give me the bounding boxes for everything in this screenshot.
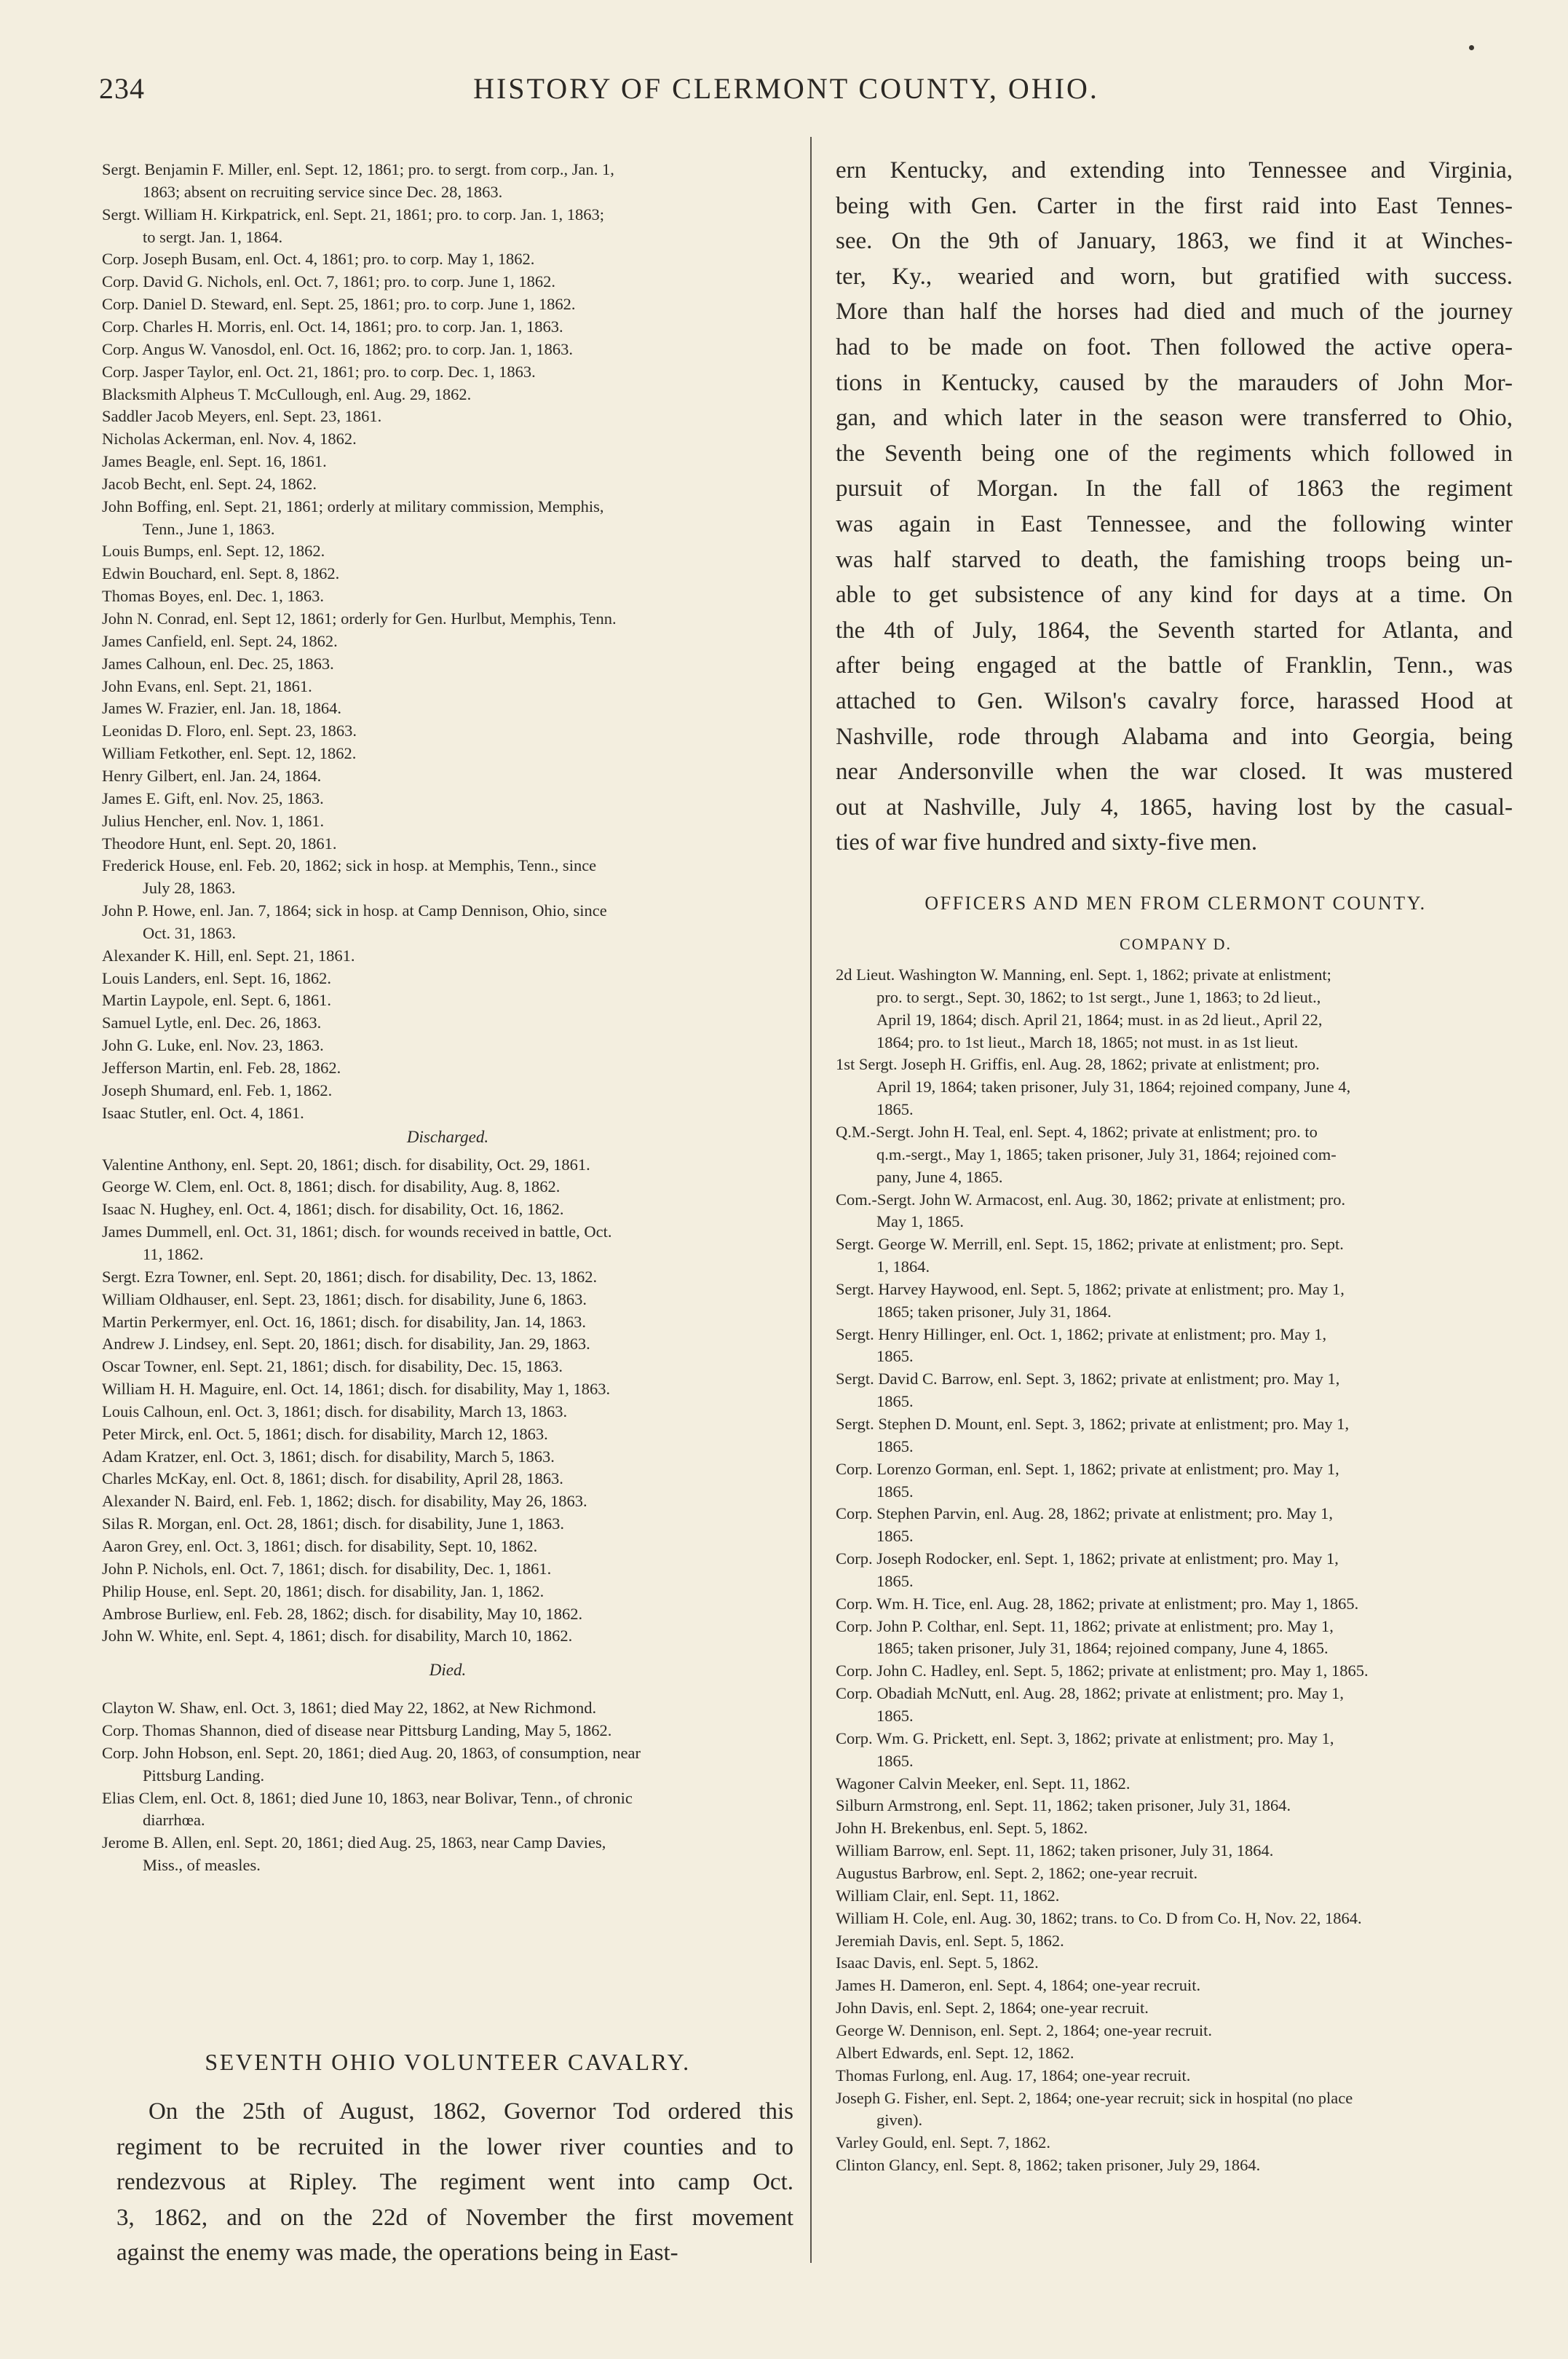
roster-entry-line: Corp. Joseph Rodocker, enl. Sept. 1, 1862; private at enlistment; pro. May 1,: [836, 1549, 1339, 1568]
roster-entry-line: to sergt. Jan. 1, 1864.: [143, 227, 283, 246]
roster-entry: [836, 1458, 1516, 1503]
roster-entry-line: April 19, 1864; taken prisoner, July 31, 1864; rejoined company, June 4,: [876, 1078, 1351, 1096]
roster-entry-line: Sergt. William H. Kirkpatrick, enl. Sept. 21, 1861; pro. to corp. Jan. 1, 1863;: [102, 205, 605, 224]
roster-entry-line: Valentine Anthony, enl. Sept. 20, 1861; disch. for disability, Oct. 29, 1861.: [102, 1155, 590, 1174]
roster-entry-line: Henry Gilbert, enl. Jan. 24, 1864.: [102, 766, 322, 785]
roster-entry: [836, 1279, 1516, 1324]
roster-entry-line: Corp. Wm. G. Prickett, enl. Sept. 3, 1862; private at enlistment; pro. May 1,: [836, 1728, 1334, 1747]
section-title-seventh-cavalry: SEVENTH OHIO VOLUNTEER CAVALRY.: [205, 2049, 691, 2075]
roster-entry-line: Louis Calhoun, enl. Oct. 3, 1861; disch. for disability, March 13, 1863.: [102, 1402, 568, 1420]
roster-entry-line: 1865.: [876, 1392, 914, 1411]
roster-entry: [836, 1548, 1516, 1593]
roster-entry-line: Sergt. George W. Merrill, enl. Sept. 15, 1862; private at enlistment; pro. Sept.: [836, 1235, 1344, 1254]
roster-entry: [102, 1057, 793, 1080]
roster-entry: [102, 1423, 793, 1446]
roster-entry-line: Julius Hencher, enl. Nov. 1, 1861.: [102, 811, 325, 830]
roster-entry-line: pany, June 4, 1865.: [876, 1167, 1003, 1186]
roster-entry-line: John G. Luke, enl. Nov. 23, 1863.: [102, 1036, 324, 1055]
body-text-line: see. On the 9th of January, 1863, we find it at Winches-: [836, 228, 1513, 255]
body-text-line: rendezvous at Ripley. The regiment went into camp Oct.: [116, 2169, 793, 2196]
roster-entry-line: James Calhoun, enl. Dec. 25, 1863.: [102, 654, 334, 673]
roster-entry-line: Corp. Charles H. Morris, enl. Oct. 14, 1861; pro. to corp. Jan. 1, 1863.: [102, 317, 563, 336]
roster-entry-line: James Beagle, enl. Sept. 16, 1861.: [102, 452, 327, 471]
roster-entry-line: William H. H. Maguire, enl. Oct. 14, 1861; disch. for disability, May 1, 1863.: [102, 1380, 611, 1399]
roster-entry-line: Sergt. Harvey Haywood, enl. Sept. 5, 1862; private at enlistment; pro. May 1,: [836, 1279, 1345, 1298]
roster-entry-line: William Barrow, enl. Sept. 11, 1862; taken prisoner, July 31, 1864.: [836, 1841, 1274, 1860]
body-text-line: had to be made on foot. Then followed the active opera-: [836, 334, 1513, 360]
roster-entry-line: Sergt. Stephen D. Mount, enl. Sept. 3, 1862; private at enlistment; pro. May 1,: [836, 1415, 1350, 1433]
roster-entry: [102, 989, 793, 1012]
roster-entry-line: Corp. Jasper Taylor, enl. Oct. 21, 1861; pro. to corp. Dec. 1, 1863.: [102, 362, 536, 381]
roster-entry-line: July 28, 1863.: [143, 879, 236, 898]
roster-entry: [102, 1513, 793, 1536]
roster-entry-line: 1865.: [876, 1482, 914, 1501]
roster-entry: [102, 1378, 793, 1401]
roster-entry: [102, 1832, 793, 1877]
roster-entry-line: John P. Howe, enl. Jan. 7, 1864; sick in hosp. at Camp Dennison, Ohio, since: [102, 901, 607, 920]
roster-entry: [102, 1221, 793, 1266]
roster-entry: [836, 1840, 1516, 1862]
roster-entry-line: Sergt. Benjamin F. Miller, enl. Sept. 12, 1861; pro. to sergt. from corp., Jan. 1,: [102, 160, 614, 178]
roster-entry: [102, 384, 793, 406]
roster-entry: [102, 1468, 793, 1490]
roster-entry: [836, 1593, 1516, 1616]
roster-entry-line: John N. Conrad, enl. Sept 12, 1861; orderly for Gen. Hurlbut, Memphis, Tenn.: [102, 609, 617, 628]
discharged-subheading: Discharged.: [406, 1127, 489, 1146]
roster-entry-line: John Evans, enl. Sept. 21, 1861.: [102, 676, 312, 695]
roster-entry-line: April 19, 1864; disch. April 21, 1864; must. in as 2d lieut., April 22,: [876, 1010, 1323, 1029]
roster-entry: [836, 1503, 1516, 1548]
roster-entry: [102, 159, 793, 204]
roster-entry-line: Charles McKay, enl. Oct. 8, 1861; disch. for disability, April 28, 1863.: [102, 1469, 563, 1488]
roster-entry-line: Louis Bumps, enl. Sept. 12, 1862.: [102, 542, 325, 561]
roster-entry-line: William H. Cole, enl. Aug. 30, 1862; trans. to Co. D from Co. H, Nov. 22, 1864.: [836, 1908, 1362, 1927]
roster-entry: [102, 540, 793, 563]
roster-entry-line: William Clair, enl. Sept. 11, 1862.: [836, 1886, 1060, 1905]
roster-entry: [102, 945, 793, 968]
roster-entry-line: 1865; taken prisoner, July 31, 1864; rejoined company, June 4, 1865.: [876, 1639, 1329, 1658]
roster-entry: [102, 316, 793, 339]
roster-entry-line: 1865.: [876, 1707, 914, 1726]
roster-entry: [102, 1289, 793, 1311]
roster-entry-line: Frederick House, enl. Feb. 20, 1862; sick in hosp. at Memphis, Tenn., since: [102, 856, 597, 875]
body-text-line: near Andersonville when the war closed. It was mustered: [836, 759, 1513, 786]
body-text-line: the Seventh being one of the regiments which followed in: [836, 440, 1513, 467]
roster-entry-line: 1865.: [876, 1751, 914, 1770]
roster-entry: [102, 968, 793, 990]
roster-entry: [102, 653, 793, 676]
roster-entry: [102, 1742, 793, 1787]
roster-entry-line: Corp. Obadiah McNutt, enl. Aug. 28, 1862; private at enlistment; pro. May 1,: [836, 1684, 1345, 1703]
roster-entry: [836, 1795, 1516, 1817]
roster-entry-line: Jerome B. Allen, enl. Sept. 20, 1861; died Aug. 25, 1863, near Camp Davies,: [102, 1833, 606, 1852]
body-text-line: On the 25th of August, 1862, Governor Tod ordered this: [149, 2098, 793, 2125]
roster-entry-line: Corp. Joseph Busam, enl. Oct. 4, 1861; pro. to corp. May 1, 1862.: [102, 250, 535, 269]
roster-entry-line: Aaron Grey, enl. Oct. 3, 1861; disch. for disability, Sept. 10, 1862.: [102, 1537, 538, 1555]
roster-entry-line: John W. White, enl. Sept. 4, 1861; disch. for disability, March 10, 1862.: [102, 1627, 573, 1645]
roster-entry-line: John P. Nichols, enl. Oct. 7, 1861; disch. for disability, Dec. 1, 1861.: [102, 1559, 552, 1578]
roster-entry-line: James H. Dameron, enl. Sept. 4, 1864; one-year recruit.: [836, 1976, 1201, 1995]
roster-entry: [102, 788, 793, 810]
roster-entry-line: Joseph G. Fisher, enl. Sept. 2, 1864; one-year recruit; sick in hospital (no place: [836, 2088, 1353, 2107]
roster-entry: [102, 1558, 793, 1581]
roster-entry-line: Peter Mirck, enl. Oct. 5, 1861; disch. for disability, March 12, 1863.: [102, 1424, 548, 1443]
roster-entry-line: Elias Clem, enl. Oct. 8, 1861; died June 10, 1863, near Bolivar, Tenn., of chronic: [102, 1788, 633, 1807]
roster-entry-line: Andrew J. Lindsey, enl. Sept. 20, 1861; disch. for disability, Jan. 29, 1863.: [102, 1335, 590, 1354]
roster-entry-line: William Fetkother, enl. Sept. 12, 1862.: [102, 744, 357, 763]
roster-entry: [102, 900, 793, 945]
roster-entry: [102, 361, 793, 384]
roster-entry-line: Varley Gould, enl. Sept. 7, 1862.: [836, 2133, 1050, 2152]
roster-entry: [102, 1176, 793, 1198]
roster-entry: [102, 248, 793, 271]
body-text-line: tions in Kentucky, caused by the marauders of John Mor-: [836, 369, 1513, 396]
body-text-line: ern Kentucky, and extending into Tennessee and Virginia,: [836, 157, 1513, 183]
roster-entry-line: Philip House, enl. Sept. 20, 1861; disch. for disability, Jan. 1, 1862.: [102, 1581, 545, 1600]
roster-entry-line: Isaac Davis, enl. Sept. 5, 1862.: [836, 1953, 1039, 1972]
roster-entry: [102, 204, 793, 249]
roster-entry: [836, 964, 1516, 1054]
roster-entry-line: Com.-Sergt. John W. Armacost, enl. Aug. 30, 1862; private at enlistment; pro.: [836, 1190, 1346, 1209]
roster-entry: [836, 1728, 1516, 1773]
roster-entry: [102, 1536, 793, 1558]
roster-entry-line: Corp. Thomas Shannon, died of disease near Pittsburg Landing, May 5, 1862.: [102, 1721, 612, 1740]
roster-entry-line: Saddler Jacob Meyers, enl. Sept. 23, 1861.: [102, 407, 382, 426]
roster-entry-line: Corp. Daniel D. Steward, enl. Sept. 25, 1861; pro. to corp. June 1, 1862.: [102, 295, 576, 314]
roster-entry-line: Miss., of measles.: [143, 1856, 261, 1875]
roster-entry-line: May 1, 1865.: [876, 1212, 964, 1231]
roster-entry-line: Wagoner Calvin Meeker, enl. Sept. 11, 1862.: [836, 1774, 1131, 1793]
roster-entry-line: Martin Perkermyer, enl. Oct. 16, 1861; disch. for disability, Jan. 14, 1863.: [102, 1312, 587, 1331]
body-text-line: 3, 1862, and on the 22d of November the first movement: [116, 2204, 793, 2231]
roster-entry-line: Sergt. Ezra Towner, enl. Sept. 20, 1861; disch. for disability, Dec. 13, 1862.: [102, 1267, 598, 1286]
roster-entry-line: James E. Gift, enl. Nov. 25, 1863.: [102, 789, 324, 807]
roster-entry: [836, 1413, 1516, 1458]
roster-entry-line: Thomas Furlong, enl. Aug. 17, 1864; one-year recruit.: [836, 2066, 1191, 2085]
roster-entry: [836, 1975, 1516, 1997]
roster-entry-line: Corp. John Hobson, enl. Sept. 20, 1861; died Aug. 20, 1863, of consumption, near: [102, 1743, 641, 1762]
roster-entry: [836, 1862, 1516, 1885]
roster-entry: [102, 271, 793, 293]
roster-entry: [102, 1490, 793, 1513]
roster-entry: [102, 1311, 793, 1334]
roster-entry: [102, 1198, 793, 1221]
roster-entry: [102, 765, 793, 788]
roster-entry-line: Oscar Towner, enl. Sept. 21, 1861; disch. for disability, Dec. 15, 1863.: [102, 1357, 563, 1376]
roster-entry: [102, 496, 793, 541]
roster-entry-line: Augustus Barbrow, enl. Sept. 2, 1862; one-year recruit.: [836, 1864, 1198, 1882]
roster-entry-line: q.m.-sergt., May 1, 1865; taken prisoner, July 31, 1864; rejoined com-: [876, 1145, 1337, 1163]
roster-entry-line: Tenn., June 1, 1863.: [143, 519, 275, 538]
roster-entry-line: pro. to sergt., Sept. 30, 1862; to 1st sergt., June 1, 1863; to 2d lieut.,: [876, 987, 1321, 1006]
roster-entry: [836, 2042, 1516, 2065]
roster-entry: [102, 1446, 793, 1469]
roster-entry-line: Clayton W. Shaw, enl. Oct. 3, 1861; died May 22, 1862, at New Richmond.: [102, 1699, 597, 1718]
roster-entry-line: 1865.: [876, 1571, 914, 1590]
body-text-line: out at Nashville, July 4, 1865, having lost by the casual-: [836, 794, 1513, 821]
body-text-line: gan, and which later in the season were transferred to Ohio,: [836, 405, 1513, 432]
roster-entry-line: Silburn Armstrong, enl. Sept. 11, 1862; taken prisoner, July 31, 1864.: [836, 1796, 1291, 1815]
roster-entry: [836, 2065, 1516, 2087]
roster-entry: [836, 1885, 1516, 1908]
roster-entry-line: Corp. John C. Hadley, enl. Sept. 5, 1862; private at enlistment; pro. May 1, 1865.: [836, 1661, 1369, 1680]
roster-entry-line: Corp. Angus W. Vanosdol, enl. Oct. 16, 1862; pro. to corp. Jan. 1, 1863.: [102, 339, 574, 358]
roster-entry-line: Thomas Boyes, enl. Dec. 1, 1863.: [102, 587, 324, 606]
body-text-line: ties of war five hundred and sixty-five men.: [836, 829, 1258, 856]
body-text-line: being with Gen. Carter in the first raid into East Tennes-: [836, 192, 1513, 219]
roster-entry: [102, 473, 793, 496]
roster-entry-line: Leonidas D. Floro, enl. Sept. 23, 1863.: [102, 722, 357, 740]
officers-heading: OFFICERS AND MEN FROM CLERMONT COUNTY.: [924, 893, 1427, 914]
roster-entry-line: George W. Dennison, enl. Sept. 2, 1864; one-year recruit.: [836, 2020, 1212, 2039]
roster-entry-line: Sergt. Henry Hillinger, enl. Oct. 1, 1862; private at enlistment; pro. May 1,: [836, 1324, 1327, 1343]
roster-entry-line: John Davis, enl. Sept. 2, 1864; one-year recruit.: [836, 1999, 1149, 2018]
roster-entry: [102, 339, 793, 361]
roster-entry: [102, 1266, 793, 1289]
roster-entry: [102, 698, 793, 720]
column-divider: [810, 137, 812, 2263]
roster-entry: [836, 2087, 1516, 2133]
roster-entry: [102, 1356, 793, 1378]
roster-entry-line: 1865.: [876, 1100, 914, 1119]
roster-entry: [836, 1054, 1516, 1121]
roster-entry: [836, 1616, 1516, 1661]
roster-entry-line: Jefferson Martin, enl. Feb. 28, 1862.: [102, 1059, 341, 1077]
roster-entry-line: 1, 1864.: [876, 1257, 930, 1276]
roster-entry-line: William Oldhauser, enl. Sept. 23, 1861; disch. for disability, June 6, 1863.: [102, 1289, 587, 1308]
roster-entry-line: Louis Landers, enl. Sept. 16, 1862.: [102, 968, 331, 987]
roster-entry-line: Corp. Wm. H. Tice, enl. Aug. 28, 1862; private at enlistment; pro. May 1, 1865.: [836, 1594, 1359, 1613]
roster-entry: [102, 720, 793, 743]
body-text-line: was again in East Tennessee, and the following winter: [836, 511, 1513, 537]
roster-entry-line: John H. Brekenbus, enl. Sept. 5, 1862.: [836, 1819, 1088, 1838]
roster-entry-line: 2d Lieut. Washington W. Manning, enl. Sept. 1, 1862; private at enlistment;: [836, 965, 1331, 984]
roster-entry: [102, 1154, 793, 1177]
roster-entry-line: Jeremiah Davis, enl. Sept. 5, 1862.: [836, 1931, 1064, 1950]
roster-entry-line: Jacob Becht, enl. Sept. 24, 1862.: [102, 474, 317, 493]
body-text-line: attached to Gen. Wilson's cavalry force, harassed Hood at: [836, 688, 1513, 714]
roster-entry-line: Oct. 31, 1863.: [143, 923, 237, 942]
roster-entry: [102, 1787, 793, 1833]
roster-entry: [836, 1189, 1516, 1234]
roster-entry: [836, 1683, 1516, 1728]
roster-entry-line: James Dummell, enl. Oct. 31, 1861; disch. for wounds received in battle, Oct.: [102, 1222, 612, 1241]
body-text-line: ter, Ky., wearied and worn, but gratified with success.: [836, 263, 1513, 290]
died-subheading: Died.: [429, 1661, 467, 1680]
roster-entry: [102, 1603, 793, 1626]
roster-entry-line: 1865.: [876, 1347, 914, 1366]
roster-entry-line: Martin Laypole, enl. Sept. 6, 1861.: [102, 991, 331, 1010]
roster-entry: [836, 1773, 1516, 1795]
roster-entry: [836, 1233, 1516, 1279]
roster-entry: [836, 1930, 1516, 1953]
roster-entry-line: 1865.: [876, 1527, 914, 1546]
roster-entry: [836, 2154, 1516, 2177]
roster-entry: [836, 1997, 1516, 2020]
company-heading: COMPANY D.: [1119, 935, 1232, 953]
body-text-line: pursuit of Morgan. In the fall of 1863 the regiment: [836, 475, 1513, 502]
page-header: [95, 71, 1478, 116]
body-text-line: regiment to be recruited in the lower river counties and to: [116, 2133, 793, 2160]
roster-entry-line: Clinton Glancy, enl. Sept. 8, 1862; taken prisoner, July 29, 1864.: [836, 2156, 1261, 2175]
roster-entry: [102, 833, 793, 856]
roster-entry: [102, 1080, 793, 1102]
roster-entry: [102, 855, 793, 900]
roster-entry: [836, 1121, 1516, 1189]
roster-entry: [102, 676, 793, 698]
roster-entry-line: 1864; pro. to 1st lieut., March 18, 1865; not must. in as 1st lieut.: [876, 1032, 1299, 1051]
roster-entry-line: 1863; absent on recruiting service since Dec. 28, 1863.: [143, 182, 503, 201]
roster-entry: [102, 1720, 793, 1742]
roster-entry: [836, 1324, 1516, 1369]
body-text-line: able to get subsistence of any kind for days at a time. On: [836, 582, 1513, 609]
roster-entry: [836, 1908, 1516, 1930]
body-text-line: against the enemy was made, the operations being in East-: [116, 2240, 678, 2267]
roster-entry-line: Corp. John P. Colthar, enl. Sept. 11, 1862; private at enlistment; pro. May 1,: [836, 1616, 1334, 1635]
roster-entry-line: given).: [876, 2111, 923, 2130]
roster-entry-line: James Canfield, enl. Sept. 24, 1862.: [102, 631, 338, 650]
roster-entry: [836, 1817, 1516, 1840]
roster-entry: [102, 428, 793, 451]
roster-entry-line: Joseph Shumard, enl. Feb. 1, 1862.: [102, 1080, 333, 1099]
roster-entry: [102, 585, 793, 608]
roster-entry-line: Edwin Bouchard, enl. Sept. 8, 1862.: [102, 564, 340, 583]
roster-entry: [836, 2132, 1516, 2154]
roster-entry-line: Silas R. Morgan, enl. Oct. 28, 1861; disch. for disability, June 1, 1863.: [102, 1514, 564, 1533]
running-title: HISTORY OF CLERMONT COUNTY, OHIO.: [473, 72, 1099, 105]
roster-entry-line: Q.M.-Sergt. John H. Teal, enl. Sept. 4, 1862; private at enlistment; pro. to: [836, 1122, 1318, 1141]
roster-entry: [102, 1697, 793, 1720]
roster-entry-line: Alexander K. Hill, enl. Sept. 21, 1861.: [102, 946, 355, 965]
body-text-line: Nashville, rode through Alabama and into Georgia, being: [836, 723, 1513, 750]
roster-entry-line: Corp. Stephen Parvin, enl. Aug. 28, 1862; private at enlistment; pro. May 1,: [836, 1504, 1334, 1523]
roster-entry: [836, 1660, 1516, 1683]
roster-entry: [102, 563, 793, 585]
page-number: 234: [99, 72, 145, 105]
roster-entry-line: Nicholas Ackerman, enl. Nov. 4, 1862.: [102, 430, 357, 449]
roster-entry-line: Theodore Hunt, enl. Sept. 20, 1861.: [102, 834, 337, 853]
roster-entry: [102, 1401, 793, 1423]
roster-entry-line: 1st Sergt. Joseph H. Griffis, enl. Aug. 28, 1862; private at enlistment; pro.: [836, 1055, 1320, 1074]
roster-entry-line: Alexander N. Baird, enl. Feb. 1, 1862; disch. for disability, May 26, 1863.: [102, 1492, 587, 1511]
roster-entry: [102, 1333, 793, 1356]
body-text-line: More than half the horses had died and much of the journey: [836, 299, 1513, 325]
roster-entry-line: Isaac Stutler, enl. Oct. 4, 1861.: [102, 1103, 304, 1122]
roster-entry-line: Isaac N. Hughey, enl. Oct. 4, 1861; disch. for disability, Oct. 16, 1862.: [102, 1200, 564, 1219]
roster-entry-line: Adam Kratzer, enl. Oct. 3, 1861; disch. for disability, March 5, 1863.: [102, 1447, 555, 1466]
roster-entry-line: Corp. David G. Nichols, enl. Oct. 7, 1861; pro. to corp. June 1, 1862.: [102, 272, 556, 291]
body-text-line: after being engaged at the battle of Franklin, Tenn., was: [836, 652, 1513, 679]
roster-entry-line: 11, 1862.: [143, 1244, 204, 1263]
body-text-line: was half starved to death, the famishing troops being un-: [836, 546, 1513, 573]
roster-entry-line: diarrhœa.: [143, 1811, 205, 1830]
roster-entry-line: Ambrose Burliew, enl. Feb. 28, 1862; disch. for disability, May 10, 1862.: [102, 1604, 583, 1623]
roster-entry-line: 1865.: [876, 1437, 914, 1455]
roster-entry: [102, 810, 793, 833]
roster-entry-line: Corp. Lorenzo Gorman, enl. Sept. 1, 1862; private at enlistment; pro. May 1,: [836, 1459, 1339, 1478]
body-text-line: the 4th of July, 1864, the Seventh started for Atlanta, and: [836, 617, 1513, 644]
roster-entry-line: 1865; taken prisoner, July 31, 1864.: [876, 1302, 1112, 1321]
roster-entry: [102, 1625, 793, 1648]
roster-entry-line: Samuel Lytle, enl. Dec. 26, 1863.: [102, 1013, 322, 1032]
roster-entry: [102, 631, 793, 653]
roster-entry: [102, 451, 793, 473]
roster-entry-line: George W. Clem, enl. Oct. 8, 1861; disch. for disability, Aug. 8, 1862.: [102, 1177, 561, 1196]
roster-entry: [836, 1952, 1516, 1975]
roster-entry: [836, 2020, 1516, 2042]
roster-entry: [102, 1102, 793, 1125]
roster-entry: [102, 743, 793, 765]
roster-entry: [836, 1368, 1516, 1413]
roster-entry-line: Pittsburg Landing.: [143, 1766, 265, 1785]
roster-entry: [102, 406, 793, 428]
roster-entry-line: John Boffing, enl. Sept. 21, 1861; orderly at military commission, Memphis,: [102, 497, 604, 515]
ink-speck: [1469, 45, 1474, 50]
roster-entry: [102, 1012, 793, 1035]
roster-entry: [102, 293, 793, 316]
roster-entry: [102, 608, 793, 631]
roster-entry-line: Blacksmith Alpheus T. McCullough, enl. Aug. 29, 1862.: [102, 384, 472, 403]
roster-entry-line: Albert Edwards, enl. Sept. 12, 1862.: [836, 2043, 1074, 2062]
roster-entry-line: Sergt. David C. Barrow, enl. Sept. 3, 1862; private at enlistment; pro. May 1,: [836, 1370, 1340, 1388]
roster-entry: [102, 1035, 793, 1057]
roster-entry-line: James W. Frazier, enl. Jan. 18, 1864.: [102, 699, 342, 718]
roster-entry: [102, 1581, 793, 1603]
